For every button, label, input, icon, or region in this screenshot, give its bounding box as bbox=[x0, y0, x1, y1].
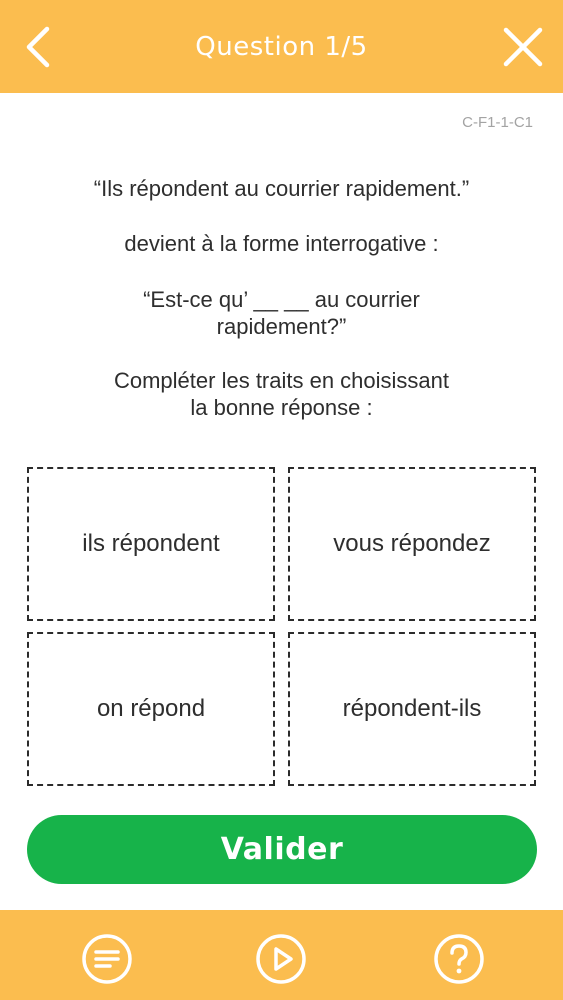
answer-label: vous répondez bbox=[333, 530, 491, 557]
question-hint bbox=[40, 367, 523, 421]
answer-label: on répond bbox=[96, 695, 206, 722]
answer-option-2[interactable] bbox=[288, 467, 536, 621]
question-instruction: devient à la forme interrogative : bbox=[124, 231, 439, 256]
answer-label: ils répondent bbox=[82, 530, 220, 557]
validate-button[interactable] bbox=[27, 815, 537, 884]
close-button[interactable] bbox=[499, 22, 547, 72]
close-icon bbox=[502, 26, 544, 68]
header-bar bbox=[0, 0, 563, 93]
question-hint-line2: la bonne réponse : bbox=[190, 395, 373, 420]
question-fill-in-line2: rapidement?” bbox=[216, 314, 347, 339]
question-fill-in-line1: “Est-ce qu’ __ __ au courrier bbox=[143, 287, 420, 312]
help-button[interactable] bbox=[432, 932, 486, 986]
question-hint-line1: Compléter les traits en choisissant bbox=[113, 368, 450, 393]
answer-option-3[interactable] bbox=[27, 632, 275, 786]
answer-option-1[interactable] bbox=[27, 467, 275, 621]
validate-label: Valider bbox=[220, 832, 344, 867]
answer-label: répondent-ils bbox=[342, 695, 482, 722]
help-icon bbox=[432, 932, 486, 986]
answer-option-4[interactable] bbox=[288, 632, 536, 786]
play-button[interactable] bbox=[254, 932, 308, 986]
question-code: C-F1-1-C1 bbox=[462, 114, 533, 131]
play-icon bbox=[254, 932, 308, 986]
question-sentence: “Ils répondent au courrier rapidement.” bbox=[93, 176, 470, 201]
page-title: Question 1/5 bbox=[195, 31, 368, 62]
chevron-left-icon bbox=[23, 25, 53, 69]
list-button[interactable] bbox=[80, 932, 134, 986]
list-icon bbox=[80, 932, 134, 986]
question-fill-in bbox=[40, 286, 523, 340]
footer-bar bbox=[0, 910, 563, 1000]
back-button[interactable] bbox=[14, 22, 62, 72]
